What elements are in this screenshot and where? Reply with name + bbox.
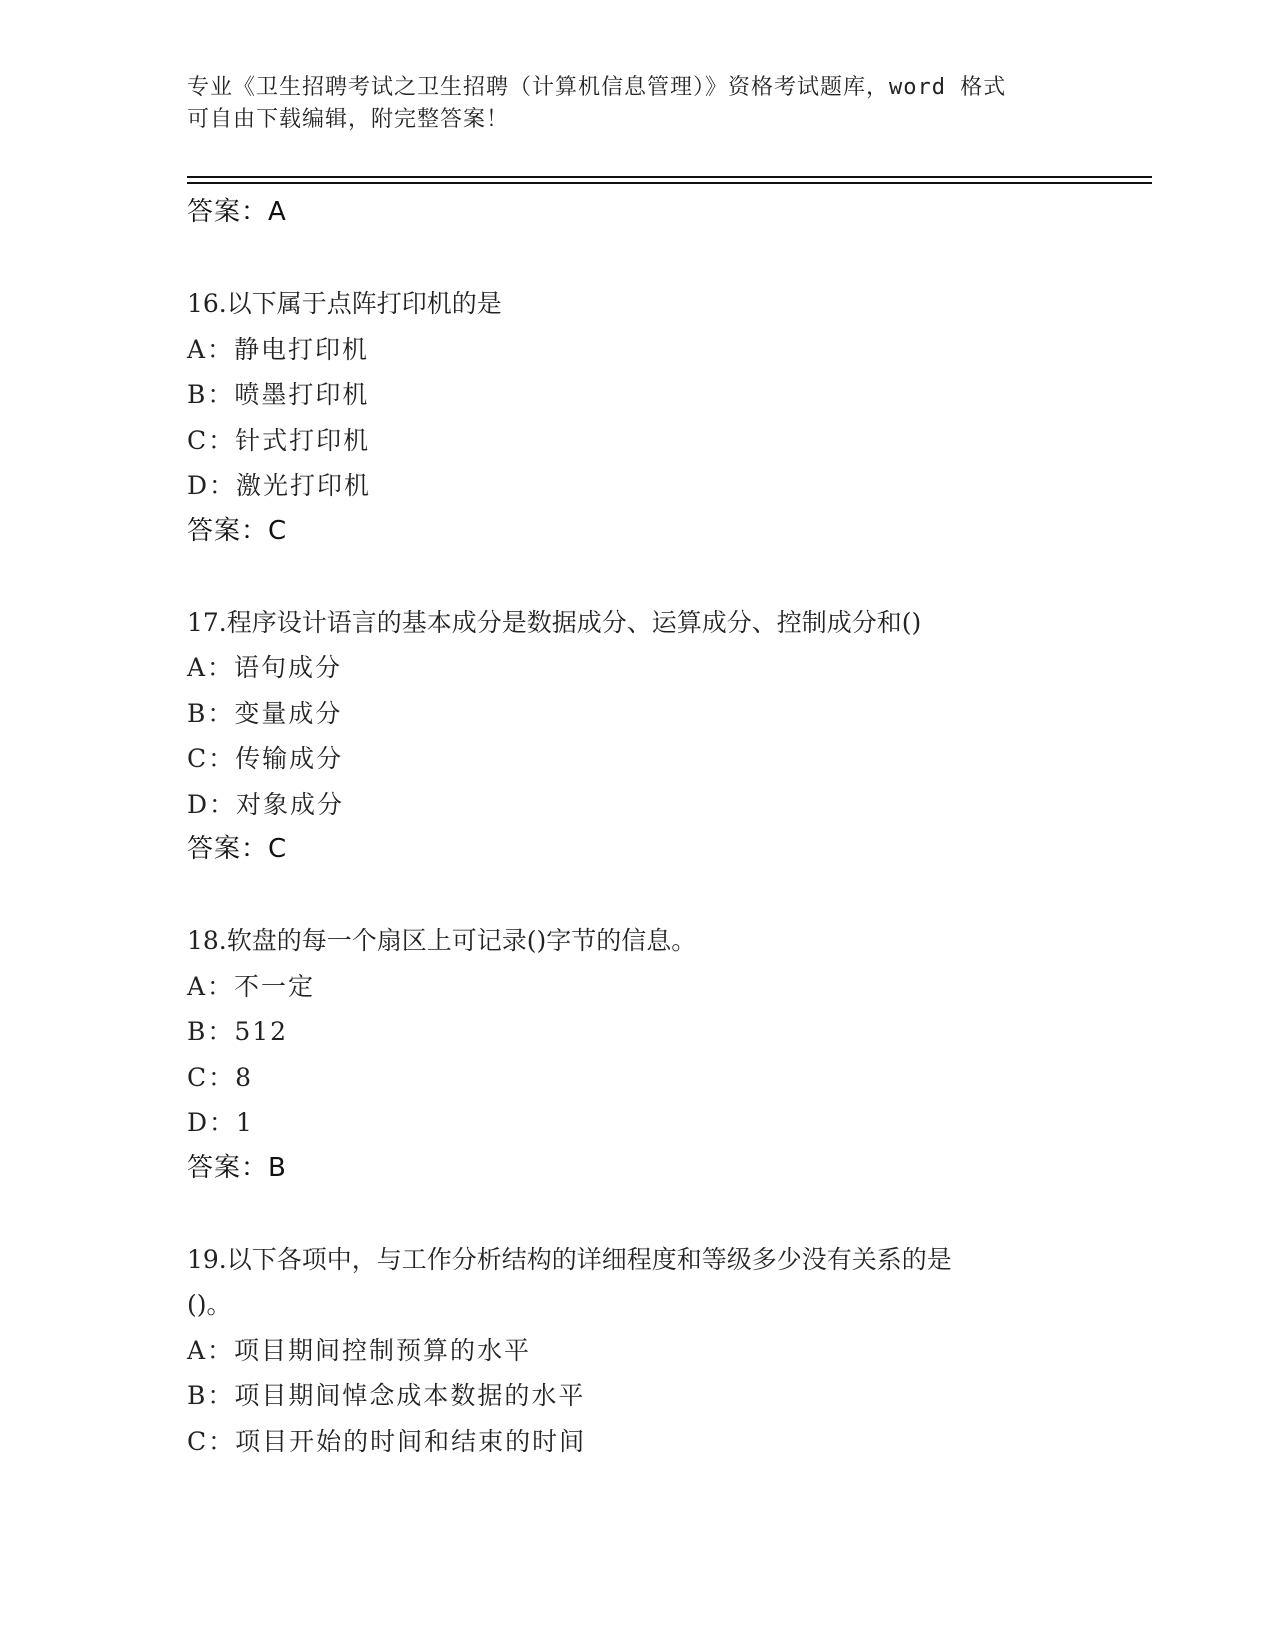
option-c: C：项目开始的时间和结束的时间 bbox=[187, 1426, 587, 1456]
question-stem: 18.软盘的每一个扇区上可记录()字节的信息。 bbox=[187, 926, 697, 955]
spacer bbox=[187, 554, 1147, 600]
option-c: C：针式打印机 bbox=[187, 425, 371, 455]
option-a: A：不一定 bbox=[187, 971, 316, 1001]
question-18 bbox=[187, 918, 1147, 1191]
answer-line: 答案：B bbox=[187, 1152, 287, 1183]
option-d: D：1 bbox=[187, 1108, 254, 1137]
question-16 bbox=[187, 281, 1147, 554]
option-a: A：语句成分 bbox=[187, 653, 343, 682]
option-c: C：传输成分 bbox=[187, 744, 344, 773]
answer-line: 答案：C bbox=[187, 515, 288, 546]
option-b: B：512 bbox=[187, 1017, 289, 1046]
option-b: B：变量成分 bbox=[187, 698, 343, 728]
question-17 bbox=[187, 600, 1147, 873]
question-list bbox=[187, 190, 1147, 1464]
question-stem-line-2: ()。 bbox=[187, 1290, 232, 1319]
answer-line-15: 答案：A bbox=[187, 197, 287, 227]
header-rule-bottom bbox=[187, 182, 1152, 184]
option-b: B：喷墨打印机 bbox=[187, 380, 370, 409]
header-rule-top bbox=[187, 176, 1152, 178]
spacer bbox=[187, 873, 1147, 919]
option-c: C：8 bbox=[187, 1062, 254, 1092]
question-stem: 17.程序设计语言的基本成分是数据成分、运算成分、控制成分和() bbox=[187, 607, 922, 637]
option-b: B：项目期间悼念成本数据的水平 bbox=[187, 1381, 586, 1410]
spacer bbox=[187, 1191, 1147, 1237]
spacer bbox=[187, 236, 1147, 282]
option-a: A：静电打印机 bbox=[187, 334, 370, 364]
answer-line: 答案：C bbox=[187, 834, 288, 864]
option-a: A：项目期间控制预算的水平 bbox=[187, 1335, 532, 1365]
document-header bbox=[187, 72, 1087, 136]
option-d: D：激光打印机 bbox=[187, 471, 372, 500]
option-d: D：对象成分 bbox=[187, 789, 345, 819]
question-stem: 16.以下属于点阵打印机的是 bbox=[187, 289, 502, 318]
header-title-line-1: 专业《卫生招聘考试之卫生招聘（计算机信息管理）》资格考试题库，word 格式 bbox=[187, 75, 1007, 100]
question-19 bbox=[187, 1237, 1147, 1465]
question-stem-line-1: 19.以下各项中，与工作分析结构的详细程度和等级多少没有关系的是 bbox=[187, 1244, 952, 1274]
header-title-line-2: 可自由下载编辑，附完整答案！ bbox=[187, 107, 510, 132]
